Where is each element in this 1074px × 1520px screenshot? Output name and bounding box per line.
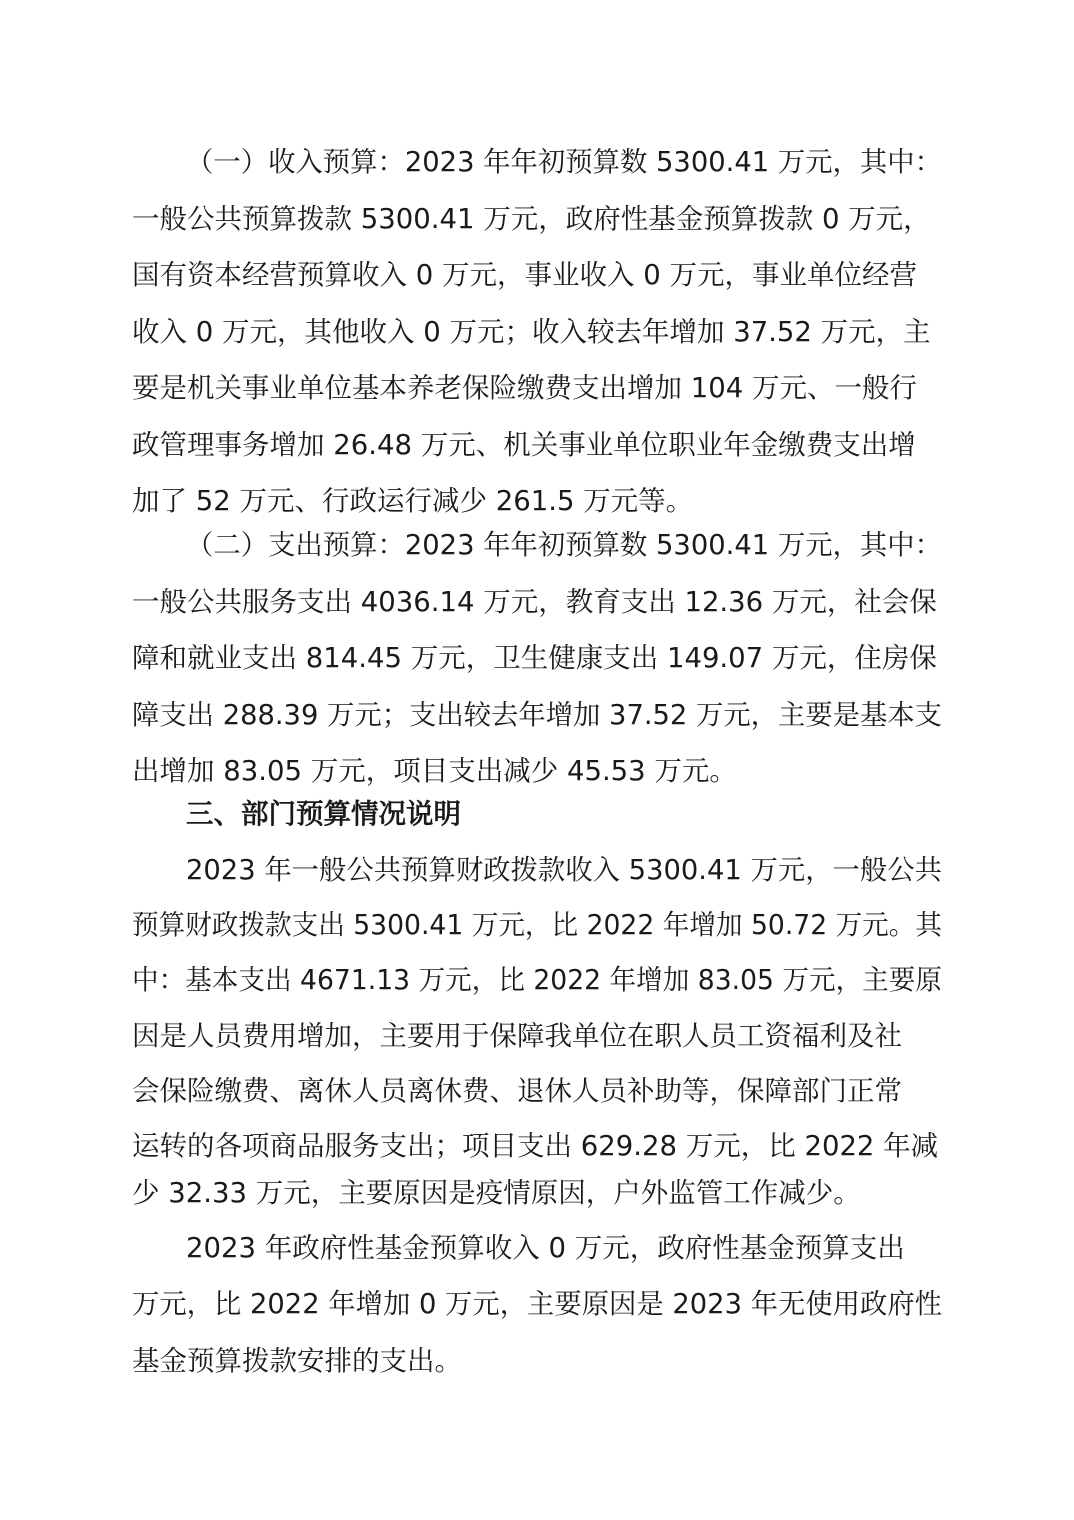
text-line: 一般公共预算拨款 5300.41 万元，政府性基金预算拨款 0 万元， — [132, 203, 931, 235]
text-line: 2023 年一般公共预算财政拨款收入 5300.41 万元，一般公共 — [186, 854, 942, 886]
text-line: 要是机关事业单位基本养老保险缴费支出增加 104 万元、一般行 — [132, 372, 917, 404]
text-line: 障支出 288.39 万元；支出较去年增加 37.52 万元，主要是基本支 — [132, 699, 942, 731]
text-line: 障和就业支出 814.45 万元，卫生健康支出 149.07 万元，住房保 — [132, 642, 937, 674]
text-line: 加了 52 万元、行政运行减少 261.5 万元等。 — [132, 485, 694, 517]
text-line: 国有资本经营预算收入 0 万元，事业收入 0 万元，事业单位经营 — [132, 259, 917, 291]
text-line: （二）支出预算：2023 年年初预算数 5300.41 万元，其中： — [186, 529, 942, 561]
text-line: 政管理事务增加 26.48 万元、机关事业单位职业年金缴费支出增 — [132, 429, 916, 461]
text-line: 少 32.33 万元，主要原因是疫情原因，户外监管工作减少。 — [132, 1177, 861, 1209]
text-line: 运转的各项商品服务支出；项目支出 629.28 万元，比 2022 年减 — [132, 1130, 939, 1162]
text-line: 中：基本支出 4671.13 万元，比 2022 年增加 83.05 万元，主要原 — [132, 964, 942, 996]
text-line: 基金预算拨款安排的支出。 — [132, 1345, 462, 1377]
text-line: （一）收入预算：2023 年年初预算数 5300.41 万元，其中： — [186, 146, 942, 178]
text-line: 会保险缴费、离休人员离休费、退休人员补助等，保障部门正常 — [132, 1075, 902, 1107]
text-line: 2023 年政府性基金预算收入 0 万元，政府性基金预算支出 — [186, 1232, 905, 1264]
text-line: 万元，比 2022 年增加 0 万元，主要原因是 2023 年无使用政府性 — [132, 1288, 942, 1320]
text-line: 一般公共服务支出 4036.14 万元，教育支出 12.36 万元，社会保 — [132, 586, 937, 618]
text-line: 因是人员费用增加，主要用于保障我单位在职人员工资福利及社 — [132, 1020, 902, 1052]
text-line: 预算财政拨款支出 5300.41 万元，比 2022 年增加 50.72 万元。其 — [132, 909, 942, 941]
text-line: 出增加 83.05 万元，项目支出减少 45.53 万元。 — [132, 755, 737, 787]
section-heading: 三、部门预算情况说明 — [186, 798, 461, 830]
text-line: 收入 0 万元，其他收入 0 万元；收入较去年增加 37.52 万元，主 — [132, 316, 931, 348]
